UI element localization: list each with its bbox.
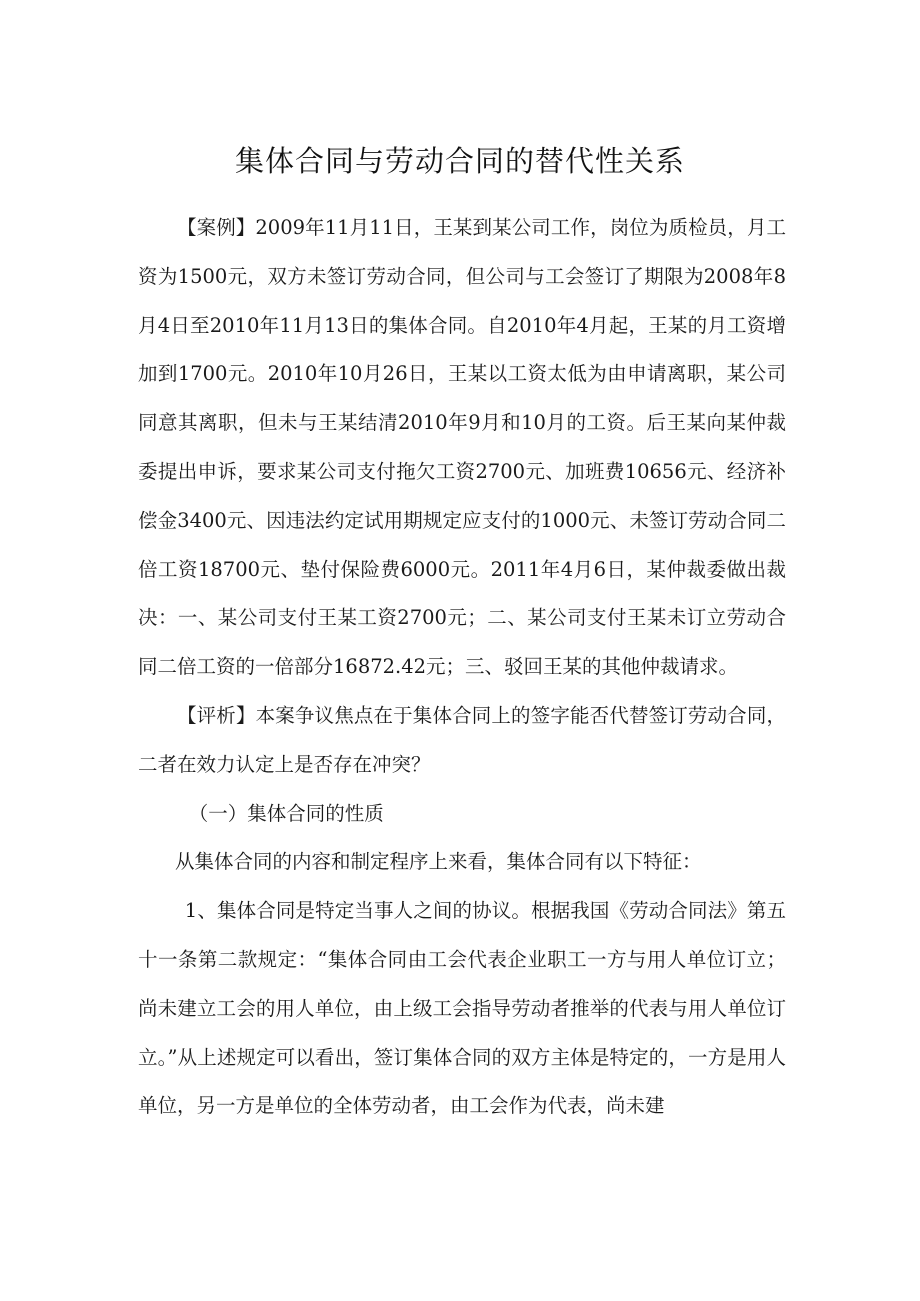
section-heading: （一）集体合同的性质 <box>188 801 384 825</box>
case-label: 【案例】 <box>177 216 256 239</box>
analysis-paragraph <box>138 692 786 790</box>
lead-paragraph: 从集体合同的内容和制定程序上来看，集体合同有以下特征： <box>175 850 702 874</box>
case-paragraph <box>138 204 786 692</box>
point-1-paragraph: 1、集体合同是特定当事人之间的协议。根据我国《劳动合同法》第五十一条第二款规定：“集体合同由工会代表企业职工一方与用人单位订立；尚未建立工会的用人单位，由上级工会指导劳动者推举的代表与用人单位订立。”从上述规定可以看出，签订集体合同的双方主体是特定的，一方是用人单位，另一方是单位的全体劳动者，由工会作为代表，尚未建 <box>138 899 786 1118</box>
analysis-label: 【评析】 <box>177 703 256 727</box>
document-title: 集体合同与劳动合同的替代性关系 <box>234 144 685 178</box>
analysis-text: 本案争议焦点在于集体合同上的签字能否代替签订劳动合同，二者在效力认定上是否存在冲突？ <box>138 703 786 776</box>
document-body <box>138 204 786 1131</box>
case-text: 2009年11月11日，王某到某公司工作，岗位为质检员，月工资为1500元，双方未签订劳动合同，但公司与工会签订了期限为2008年8月4日至2010年11月13日的集体合同。自2010年4月起，王某的月工资增加到1700元。2010年10月26日，王某以工资太低为由申请离职，某公司同意其离职，但未与王某结清2010年9月和10月的工资。后王某向某仲裁委提出申诉，要求某公司支付拖欠工资2700元、加班费10656元、经济补偿金3400元、因违法约定试用期规定应支付的1000元、未签订劳动合同二倍工资18700元、垫付保险费6000元。2011年4月6日，某仲裁委做出裁决：一、某公司支付王某工资2700元；二、某公司支付王某未订立劳动合同二倍工资的一倍部分16872.42元；三、驳回王某的其他仲裁请求。 <box>138 216 786 679</box>
